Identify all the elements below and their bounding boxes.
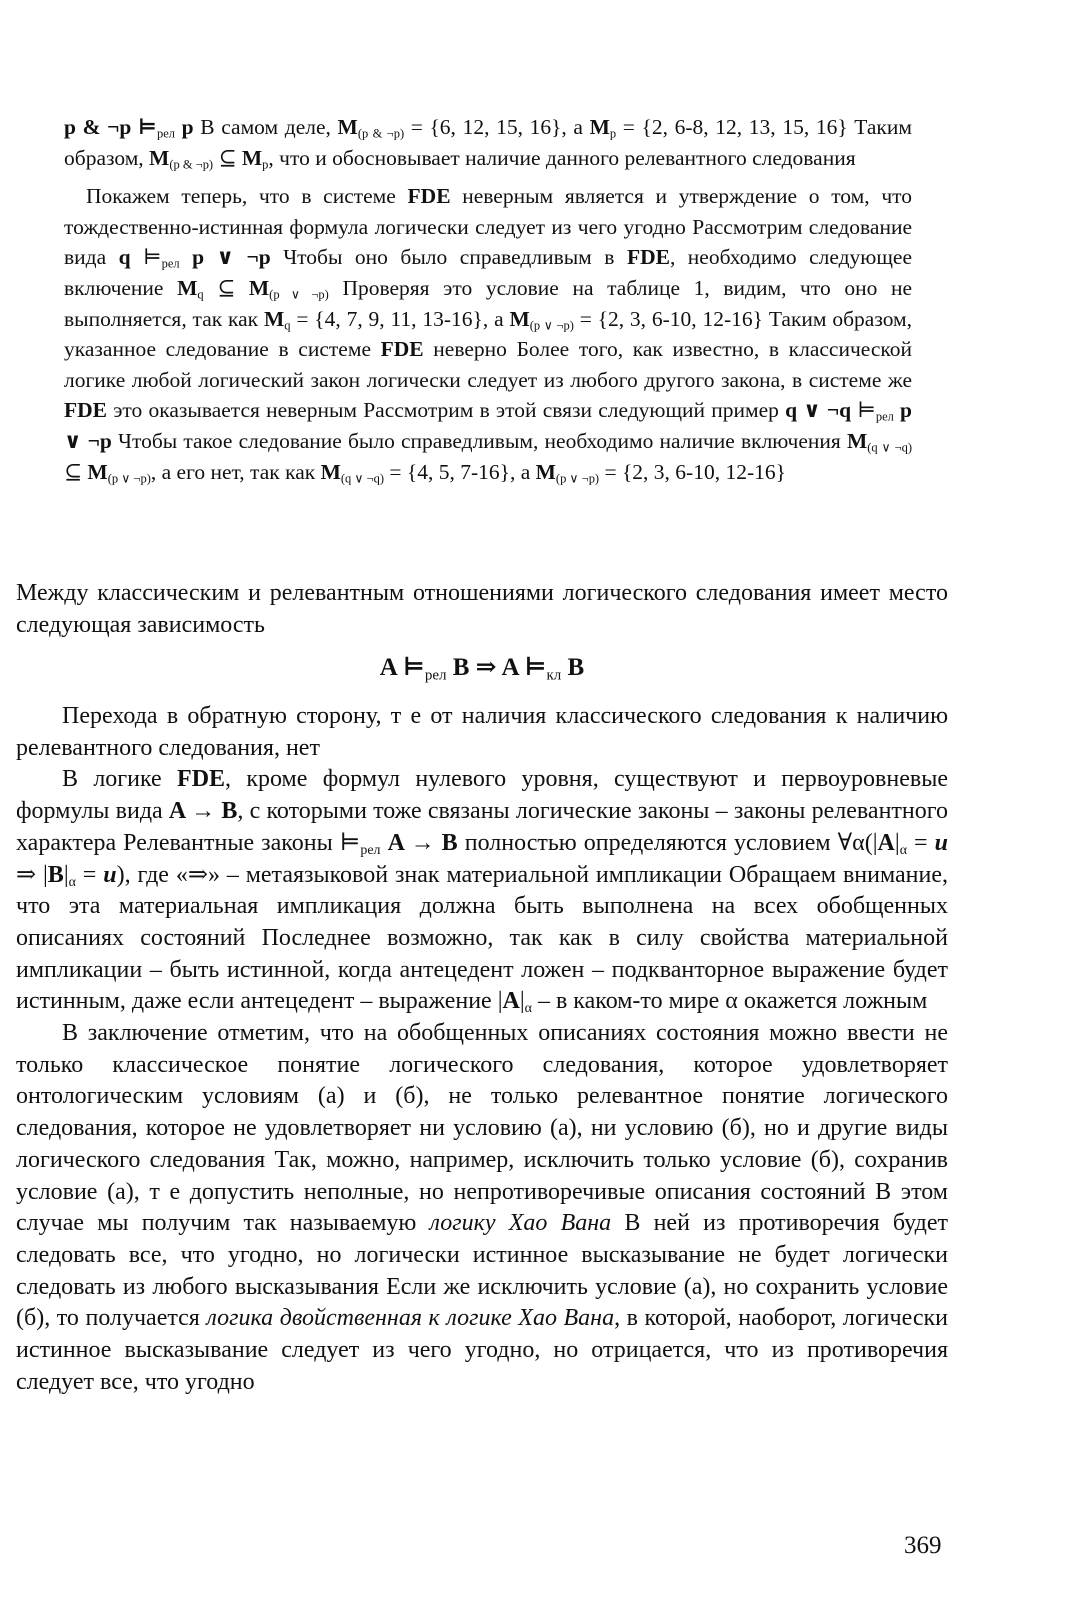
text-run: ⊨ (851, 398, 876, 423)
text-run: A (502, 988, 520, 1015)
subscript: α (524, 1001, 532, 1017)
subscript: рел (157, 126, 175, 141)
text-run: ⊆ (213, 145, 242, 170)
text-run (381, 830, 388, 856)
text-run: q ∨ ¬q (785, 398, 852, 423)
text-run: M (263, 306, 285, 331)
subscript: q (197, 287, 204, 302)
paragraph-contradiction-example (64, 112, 912, 173)
subscript: p (262, 157, 269, 172)
subscript: (p ∨ ¬p) (555, 471, 600, 486)
text-run: В заключение отметим, что на обобщенных описаниях состояния можно ввести не только классическое понятие логического следования, которое удовлетворяет онтологическим условиям (а) и (б), не только релевантное понятие логического следования, которое не удовлетворяет ни условию (а), ни условию (б), но и другие виды логического следования Так, можно, например, исключить только условие (б), сохранив условие (а), т е допустить неполные, но непротиворечивые описания состояний В этом случае мы получим так называемую (16, 1020, 948, 1237)
paragraph-reverse-transition: Перехода в обратную сторону, т е от наличия классического следования к наличию релевантного следования, нет (16, 703, 948, 761)
subscript: (p & ¬p) (357, 126, 405, 141)
text-run: FDE (380, 337, 424, 362)
page-number: 369 (904, 1532, 942, 1559)
text-run: B (47, 861, 64, 888)
text-run: A ⊨ (379, 654, 425, 681)
formula-entailment (0, 652, 964, 682)
text-run: A → B (168, 798, 238, 825)
text-run: | (894, 829, 900, 856)
text-run: M (248, 275, 270, 300)
text-run: FDE (407, 184, 451, 209)
text-run: p & ¬p ⊨ (64, 115, 157, 139)
paragraph-tautology-example (64, 181, 912, 487)
text-run: , кроме формул нулевого уровня, существуют и первоуровневые формулы вида (16, 766, 948, 825)
text-run: p (175, 115, 194, 139)
subscript: рел (424, 667, 447, 684)
text-run: , в которой, наоборот, логически истинное высказывание следует из чего угодно, но отрицается, что из противоречия следует все, что угодно (16, 1305, 949, 1395)
text-run: B ⇒ A ⊨ (446, 654, 547, 681)
text-run: q (118, 245, 131, 270)
text-run: – в каком-то мире α окажется ложным (531, 988, 928, 1015)
text-run: В ней из противоречия будет следовать все, что угодно, но логически истинное высказывание не будет логически следовать из любого высказывания Если же исключить условие (а), но сохранить условие (б), то получается (16, 1210, 948, 1332)
subscript: (p & ¬p) (169, 157, 214, 172)
subscript: α (68, 874, 76, 890)
text-run: M (320, 459, 341, 484)
subscript: α (899, 842, 907, 858)
text-run: Покажем теперь, что в системе (86, 184, 408, 209)
text-run (180, 245, 193, 269)
text-run: ⊨ (130, 245, 162, 270)
text-run: = (907, 829, 935, 856)
text-run: В логике (62, 766, 178, 793)
text-run: ⊆ (64, 459, 88, 484)
text-run: ), где «⇒» – метаязыковой знак материальной импликации Обращаем внимание, что эта материальная импликация должна быть выполнена на всех обобщенных описаниях состояний Последнее возможно, так как в силу свойства материальной импликации – быть истинной, когда антецедент ложен – подкванторное выражение будет истинным, даже если антецедент – выражение | (16, 861, 948, 1015)
subscript: (q ∨ ¬q) (867, 440, 912, 455)
main-text-body (16, 701, 948, 1398)
text-run: это оказывается неверным Рассмотрим в этой связи следующий пример (107, 398, 786, 423)
text-run: FDE (64, 398, 107, 423)
text-run: M (241, 145, 263, 170)
text-run: M (337, 115, 358, 139)
subscript: кл (546, 667, 562, 684)
text-run: , а его нет, так как (150, 459, 321, 484)
text-run: полностью определяются условием ∀α(| (457, 829, 878, 856)
subscript: p (609, 126, 617, 141)
text-run: M (535, 459, 556, 484)
text-run: M (149, 145, 170, 170)
subscript: рел (360, 842, 381, 858)
text-run: M (589, 115, 610, 139)
text-run: , необходимо следующее включение (64, 245, 913, 300)
text-run: логика двойственная к логике Хао Вана (206, 1305, 615, 1332)
text-run: p ∨ ¬p (64, 398, 912, 453)
text-run: M (87, 459, 108, 484)
text-run: Проверяя это условие на таблице 1, видим, что оно не выполняется, так как (64, 275, 913, 331)
text-run: В самом деле, (193, 115, 338, 139)
text-run: ⊆ (203, 275, 249, 300)
text-run: = {4, 7, 9, 11, 13-16}, а (290, 306, 510, 331)
text-run: Чтобы оно было справедливым в (270, 245, 627, 270)
text-run: = {6, 12, 15, 16}, а (404, 115, 590, 139)
subscript: (p ∨ ¬p) (529, 318, 574, 333)
text-run: , что и обосновывает наличие данного релевантного следования (268, 145, 856, 170)
text-run: u (103, 861, 117, 888)
text-run: = {4, 5, 7-16}, а (384, 459, 536, 484)
text-run: , с которыми тоже связаны логические законы – законы релевантного характера Релевантные законы ⊨ (16, 798, 949, 856)
subscript: (p ∨ ¬p) (269, 287, 329, 302)
text-run: неверно Более того, как известно, в классической логике любой логический закон логически следует из любого другого закона, в системе же (64, 337, 912, 392)
text-run: Чтобы такое следование было справедливым, необходимо наличие включения (111, 428, 847, 453)
subscript: рел (875, 410, 894, 425)
subscript: рел (161, 257, 180, 272)
paragraph-dependency: Между классическим и релевантным отношениями логического следования имеет место следующая зависимость (16, 580, 948, 638)
example-block (64, 112, 912, 487)
text-run: ⇒ | (16, 861, 48, 888)
text-run: M (846, 428, 868, 453)
subscript: (p ∨ ¬p) (107, 471, 151, 486)
text-run: A (877, 829, 895, 856)
text-run: FDE (177, 766, 226, 793)
main-text-intro (16, 578, 948, 641)
text-run: p ∨ ¬p (192, 245, 271, 270)
text-run: = {2, 6-8, 12, 13, 15, 16} Таким образом, (64, 115, 912, 170)
text-run: | (519, 988, 525, 1015)
text-run: логику Хао Вана (429, 1210, 612, 1237)
subscript: q (284, 318, 291, 333)
text-run: M (177, 275, 198, 300)
text-run: M (509, 306, 530, 331)
paragraph-conclusion (16, 1018, 948, 1398)
text-run: FDE (626, 245, 670, 270)
subscript: (q ∨ ¬q) (340, 471, 385, 486)
text-run: u (934, 829, 949, 856)
text-run: = {2, 3, 6-10, 12-16} Таким образом, указанное следование в системе (64, 306, 913, 362)
text-run: B (561, 654, 585, 681)
text-run: = {2, 3, 6-10, 12-16} (599, 459, 786, 484)
paragraph-first-level-formulas (16, 764, 948, 1018)
text-run: A → B (387, 829, 458, 856)
text-run: = (75, 861, 104, 888)
text-run: неверным является и утверждение о том, что тождественно-истинная формула логически следует из чего угодно Рассмотрим следование вида (64, 184, 912, 270)
text-run: | (63, 861, 69, 888)
